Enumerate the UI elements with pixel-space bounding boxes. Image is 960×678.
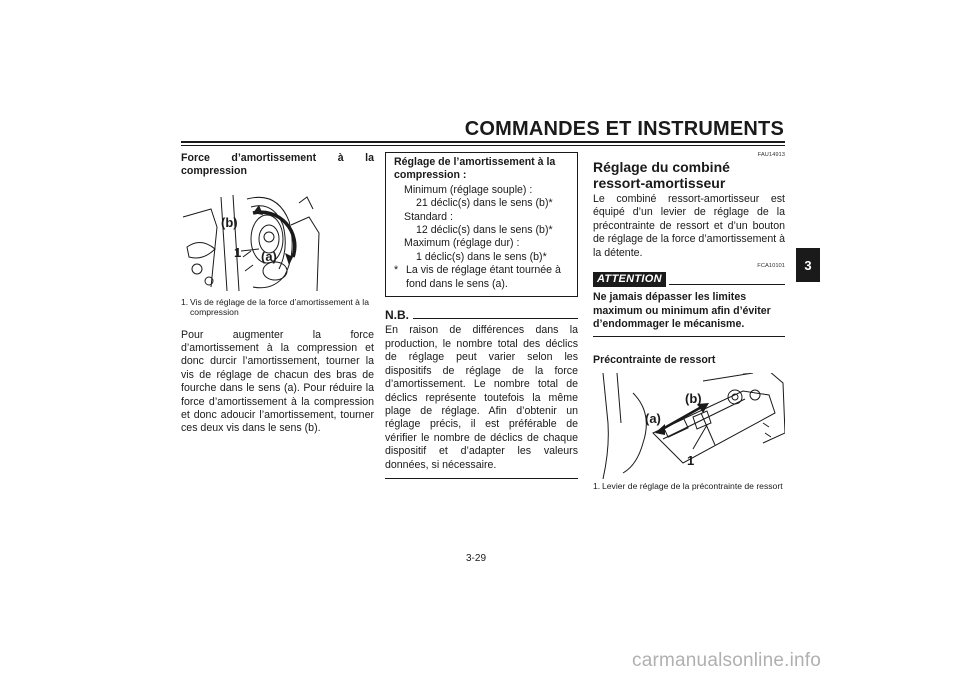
attention-text: Ne jamais dépasser les limites maximum ou minimum afin d’éviter d’endommager le mécanisme. bbox=[593, 291, 771, 331]
caution-code: FCA10101 bbox=[757, 263, 785, 270]
spec-std-value: 12 déclic(s) dans le sens (b)* bbox=[416, 224, 553, 237]
attention-badge: ATTENTION bbox=[593, 272, 666, 287]
ref-code: FAU14913 bbox=[757, 152, 785, 158]
column-middle bbox=[385, 152, 578, 479]
note-rule bbox=[413, 318, 578, 319]
figure-caption bbox=[593, 481, 785, 491]
compression-damping-text: Pour augmenter la force d’amortissement à la compression et donc durcir l’amortissement, tourner la vis de réglage de chacun des bras de fourche dans le sens (a). Pour réduire la force d’amortissement à la compression et donc adoucir l’amortissement, tourner ces deux vis dans le sens (b). bbox=[181, 328, 374, 435]
label-b: (b) bbox=[685, 391, 702, 407]
note-label: N.B. bbox=[385, 308, 409, 323]
caption-number: 1. bbox=[181, 296, 189, 307]
caption-number: 1. bbox=[593, 481, 601, 492]
footnote-text: La vis de réglage étant tournée à fond dans le sens (a). bbox=[406, 264, 561, 290]
section-intro-text: Le combiné ressort-amortisseur est équipé d’un levier de réglage de la précontrainte de ressort et d’un bouton de réglage de la force d’amortissement à la détente. bbox=[593, 193, 785, 259]
spec-box bbox=[385, 152, 578, 297]
spec-max-label: Maximum (réglage dur) : bbox=[404, 237, 520, 250]
caption-text: Levier de réglage de la précontrainte de ressort bbox=[602, 481, 783, 492]
label-1: 1 bbox=[234, 244, 242, 260]
preload-lever-illustration bbox=[593, 373, 785, 479]
note-text: En raison de différences dans la production, le nombre total des déclics de réglage peut varier selon les dispositifs de réglage de la force d’amortissement. Le nombre total de déclics représente toutefois la même plage de réglage. Afin d’obtenir un réglage précis, il est préférable de vérifier le nombre de déclics de chaque dispositif et d’adapter les valeurs données, si nécessaire. bbox=[385, 324, 578, 471]
fork-adjuster-illustration bbox=[181, 187, 323, 295]
attention-rule bbox=[669, 284, 785, 285]
note-end-rule bbox=[385, 478, 578, 479]
page-title: COMMANDES ET INSTRUMENTS bbox=[464, 118, 784, 140]
spec-title: Réglage de l’amortissement à la compression : bbox=[394, 156, 556, 182]
column-left bbox=[181, 152, 374, 436]
fork-adjuster-figure bbox=[181, 187, 323, 295]
header-rule bbox=[181, 141, 785, 143]
attention-end-rule bbox=[593, 336, 785, 337]
watermark: carmanualsonline.info bbox=[632, 650, 822, 671]
note-header bbox=[385, 309, 578, 322]
caption-text: Vis de réglage de la force d’amortissement à la compression bbox=[190, 296, 369, 318]
figure-caption bbox=[181, 297, 374, 318]
chapter-tab: 3 bbox=[796, 248, 820, 282]
spec-std-label: Standard : bbox=[404, 210, 453, 223]
header-rule-thin bbox=[181, 145, 785, 146]
footnote-star: * bbox=[394, 264, 399, 277]
preload-lever-figure bbox=[593, 373, 785, 479]
attention-header bbox=[593, 272, 785, 287]
label-1: 1 bbox=[687, 453, 695, 469]
compression-damping-heading: Force d’amortissement à la compression bbox=[181, 152, 374, 178]
page-number: 3-29 bbox=[466, 553, 487, 564]
section-title: Réglage du combiné ressort-amortisseur bbox=[593, 159, 730, 191]
spec-min-label: Minimum (réglage souple) : bbox=[404, 183, 533, 196]
column-right bbox=[593, 152, 785, 491]
label-a: (a) bbox=[645, 411, 661, 427]
spec-min-value: 21 déclic(s) dans le sens (b)* bbox=[416, 197, 553, 210]
spec-max-value: 1 déclic(s) dans le sens (b)* bbox=[416, 250, 547, 263]
label-a: (a) bbox=[261, 248, 277, 264]
spec-footnote bbox=[394, 264, 569, 291]
label-b: (b) bbox=[221, 214, 238, 230]
spring-preload-heading: Précontrainte de ressort bbox=[593, 353, 716, 366]
